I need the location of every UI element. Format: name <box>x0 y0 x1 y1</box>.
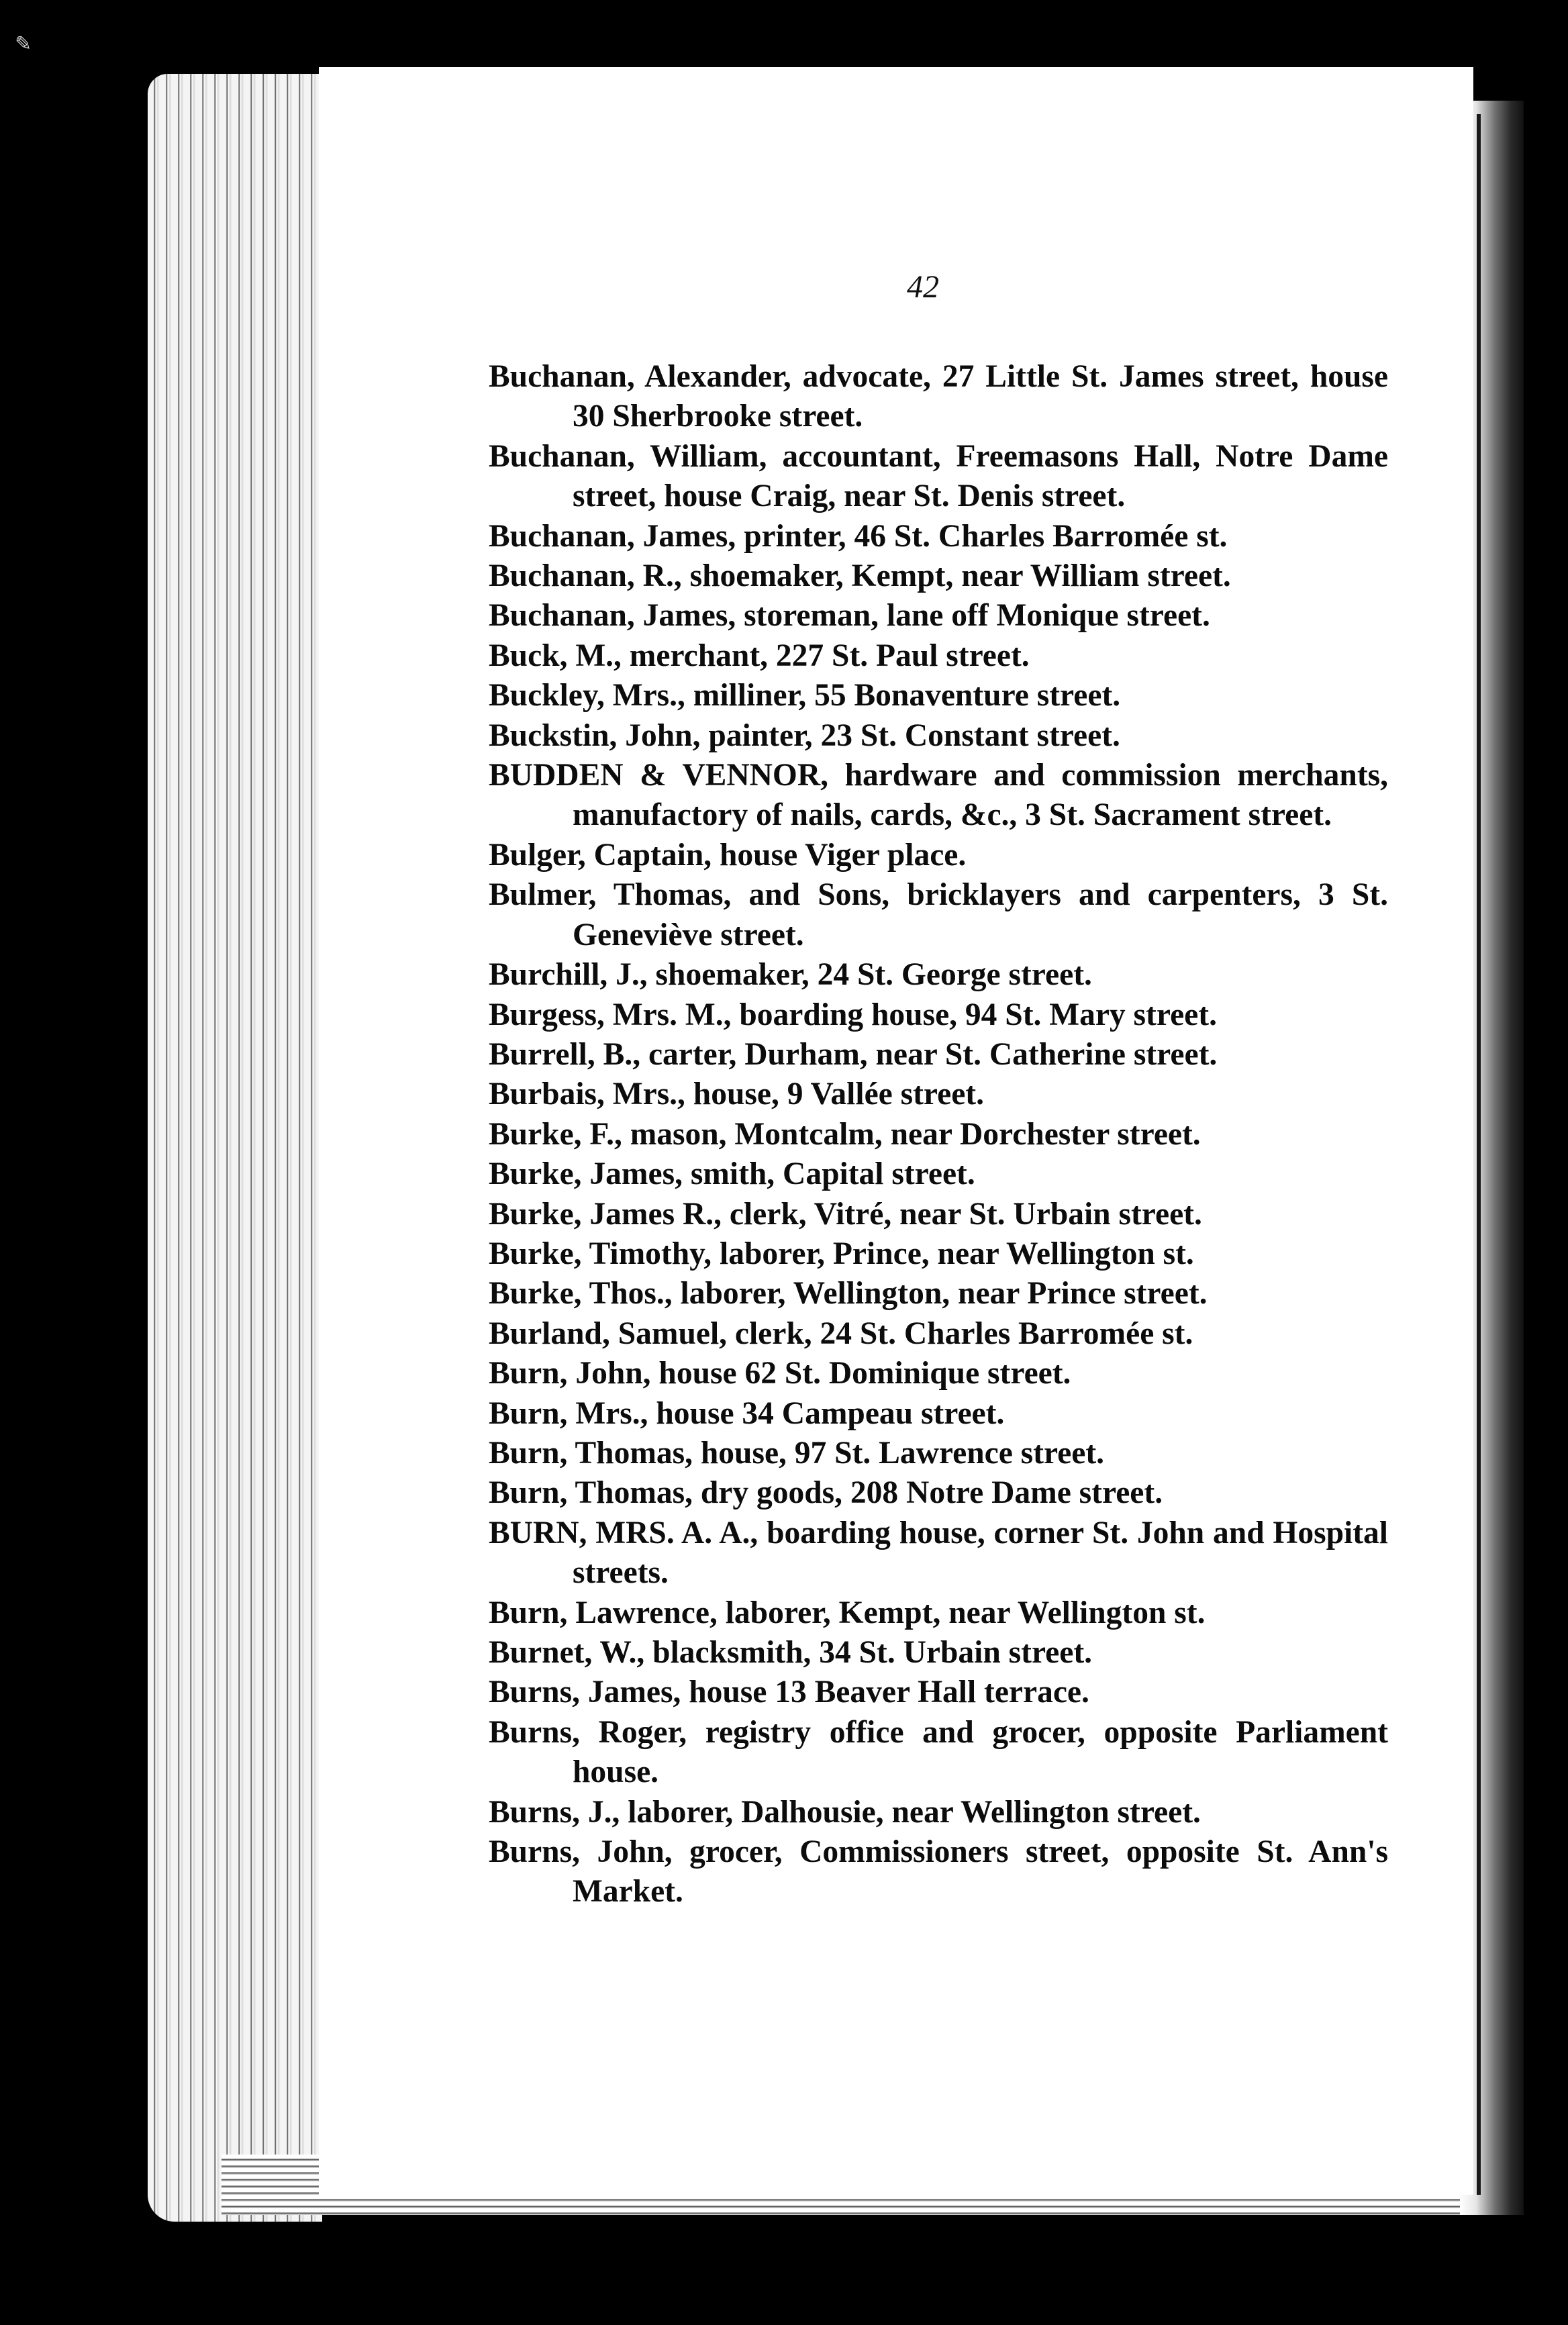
directory-entry: Bulmer, Thomas, and Sons, bricklayers and carpenters, 3 St. Geneviève street. <box>489 877 1388 952</box>
directory-entry: Burn, Lawrence, laborer, Kempt, near Wellington st. <box>489 1595 1206 1630</box>
directory-entry: Buckley, Mrs., milliner, 55 Bonaventure street. <box>489 678 1121 713</box>
directory-entry: Burke, Timothy, laborer, Prince, near Wellington st. <box>489 1236 1194 1271</box>
directory-entry: BUDDEN & VENNOR, hardware and commission merchants, manufactory of nails, cards, &c., 3 St. Sacrament street. <box>489 758 1388 833</box>
directory-entry: Burns, J., laborer, Dalhousie, near Wellington street. <box>489 1794 1201 1830</box>
page-number: 42 <box>907 269 939 305</box>
directory-entries <box>489 357 1388 1912</box>
stacked-page-edges <box>148 74 322 2222</box>
directory-entry: Burchill, J., shoemaker, 24 St. George street. <box>489 957 1092 993</box>
directory-entry: Burn, Thomas, house, 97 St. Lawrence street. <box>489 1435 1105 1471</box>
scanner-mark-icon: ✎ <box>15 32 32 56</box>
directory-entry: Buchanan, William, accountant, Freemasons Hall, Notre Dame street, house Craig, near St. Denis street. <box>489 438 1388 514</box>
directory-entry: Buck, M., merchant, 227 St. Paul street. <box>489 638 1030 673</box>
directory-entry: Burns, Roger, registry office and grocer, opposite Parliament house. <box>489 1714 1388 1790</box>
directory-entry: Burke, Thos., laborer, Wellington, near Prince street. <box>489 1276 1208 1312</box>
directory-entry: Burn, Mrs., house 34 Campeau street. <box>489 1395 1005 1431</box>
directory-entry: Burn, Thomas, dry goods, 208 Notre Dame street. <box>489 1475 1163 1511</box>
directory-entry: Burke, James R., clerk, Vitré, near St. Urbain street. <box>489 1196 1202 1232</box>
gutter-line <box>1477 114 1481 2195</box>
directory-entry: BURN, MRS. A. A., boarding house, corner St. John and Hospital streets. <box>489 1515 1388 1591</box>
directory-entry: Burrell, B., carter, Durham, near St. Catherine street. <box>489 1036 1218 1072</box>
directory-entry: Buckstin, John, painter, 23 St. Constant street. <box>489 718 1120 753</box>
directory-entry: Buchanan, Alexander, advocate, 27 Little St. James street, house 30 Sherbrooke street. <box>489 359 1388 434</box>
directory-entry: Burn, John, house 62 St. Dominique street. <box>489 1356 1071 1391</box>
directory-entry: Burke, James, smith, Capital street. <box>489 1156 975 1192</box>
directory-entry: Burbais, Mrs., house, 9 Vallée street. <box>489 1077 984 1112</box>
directory-entry: Burns, James, house 13 Beaver Hall terrace. <box>489 1675 1089 1710</box>
directory-entry: Buchanan, James, printer, 46 St. Charles Barromée st. <box>489 518 1228 554</box>
directory-entry: Burke, F., mason, Montcalm, near Dorchester street. <box>489 1116 1201 1152</box>
directory-entry: Bulger, Captain, house Viger place. <box>489 837 967 873</box>
directory-entry: Burgess, Mrs. M., boarding house, 94 St. Mary street. <box>489 997 1217 1032</box>
directory-entry: Buchanan, James, storeman, lane off Monique street. <box>489 598 1210 634</box>
directory-entry: Buchanan, R., shoemaker, Kempt, near William street. <box>489 558 1231 594</box>
directory-entry: Burland, Samuel, clerk, 24 St. Charles Barromée st. <box>489 1316 1193 1351</box>
directory-entry: Burnet, W., blacksmith, 34 St. Urbain street. <box>489 1635 1093 1670</box>
directory-entry: Burns, John, grocer, Commissioners street, opposite St. Ann's Market. <box>489 1834 1388 1910</box>
